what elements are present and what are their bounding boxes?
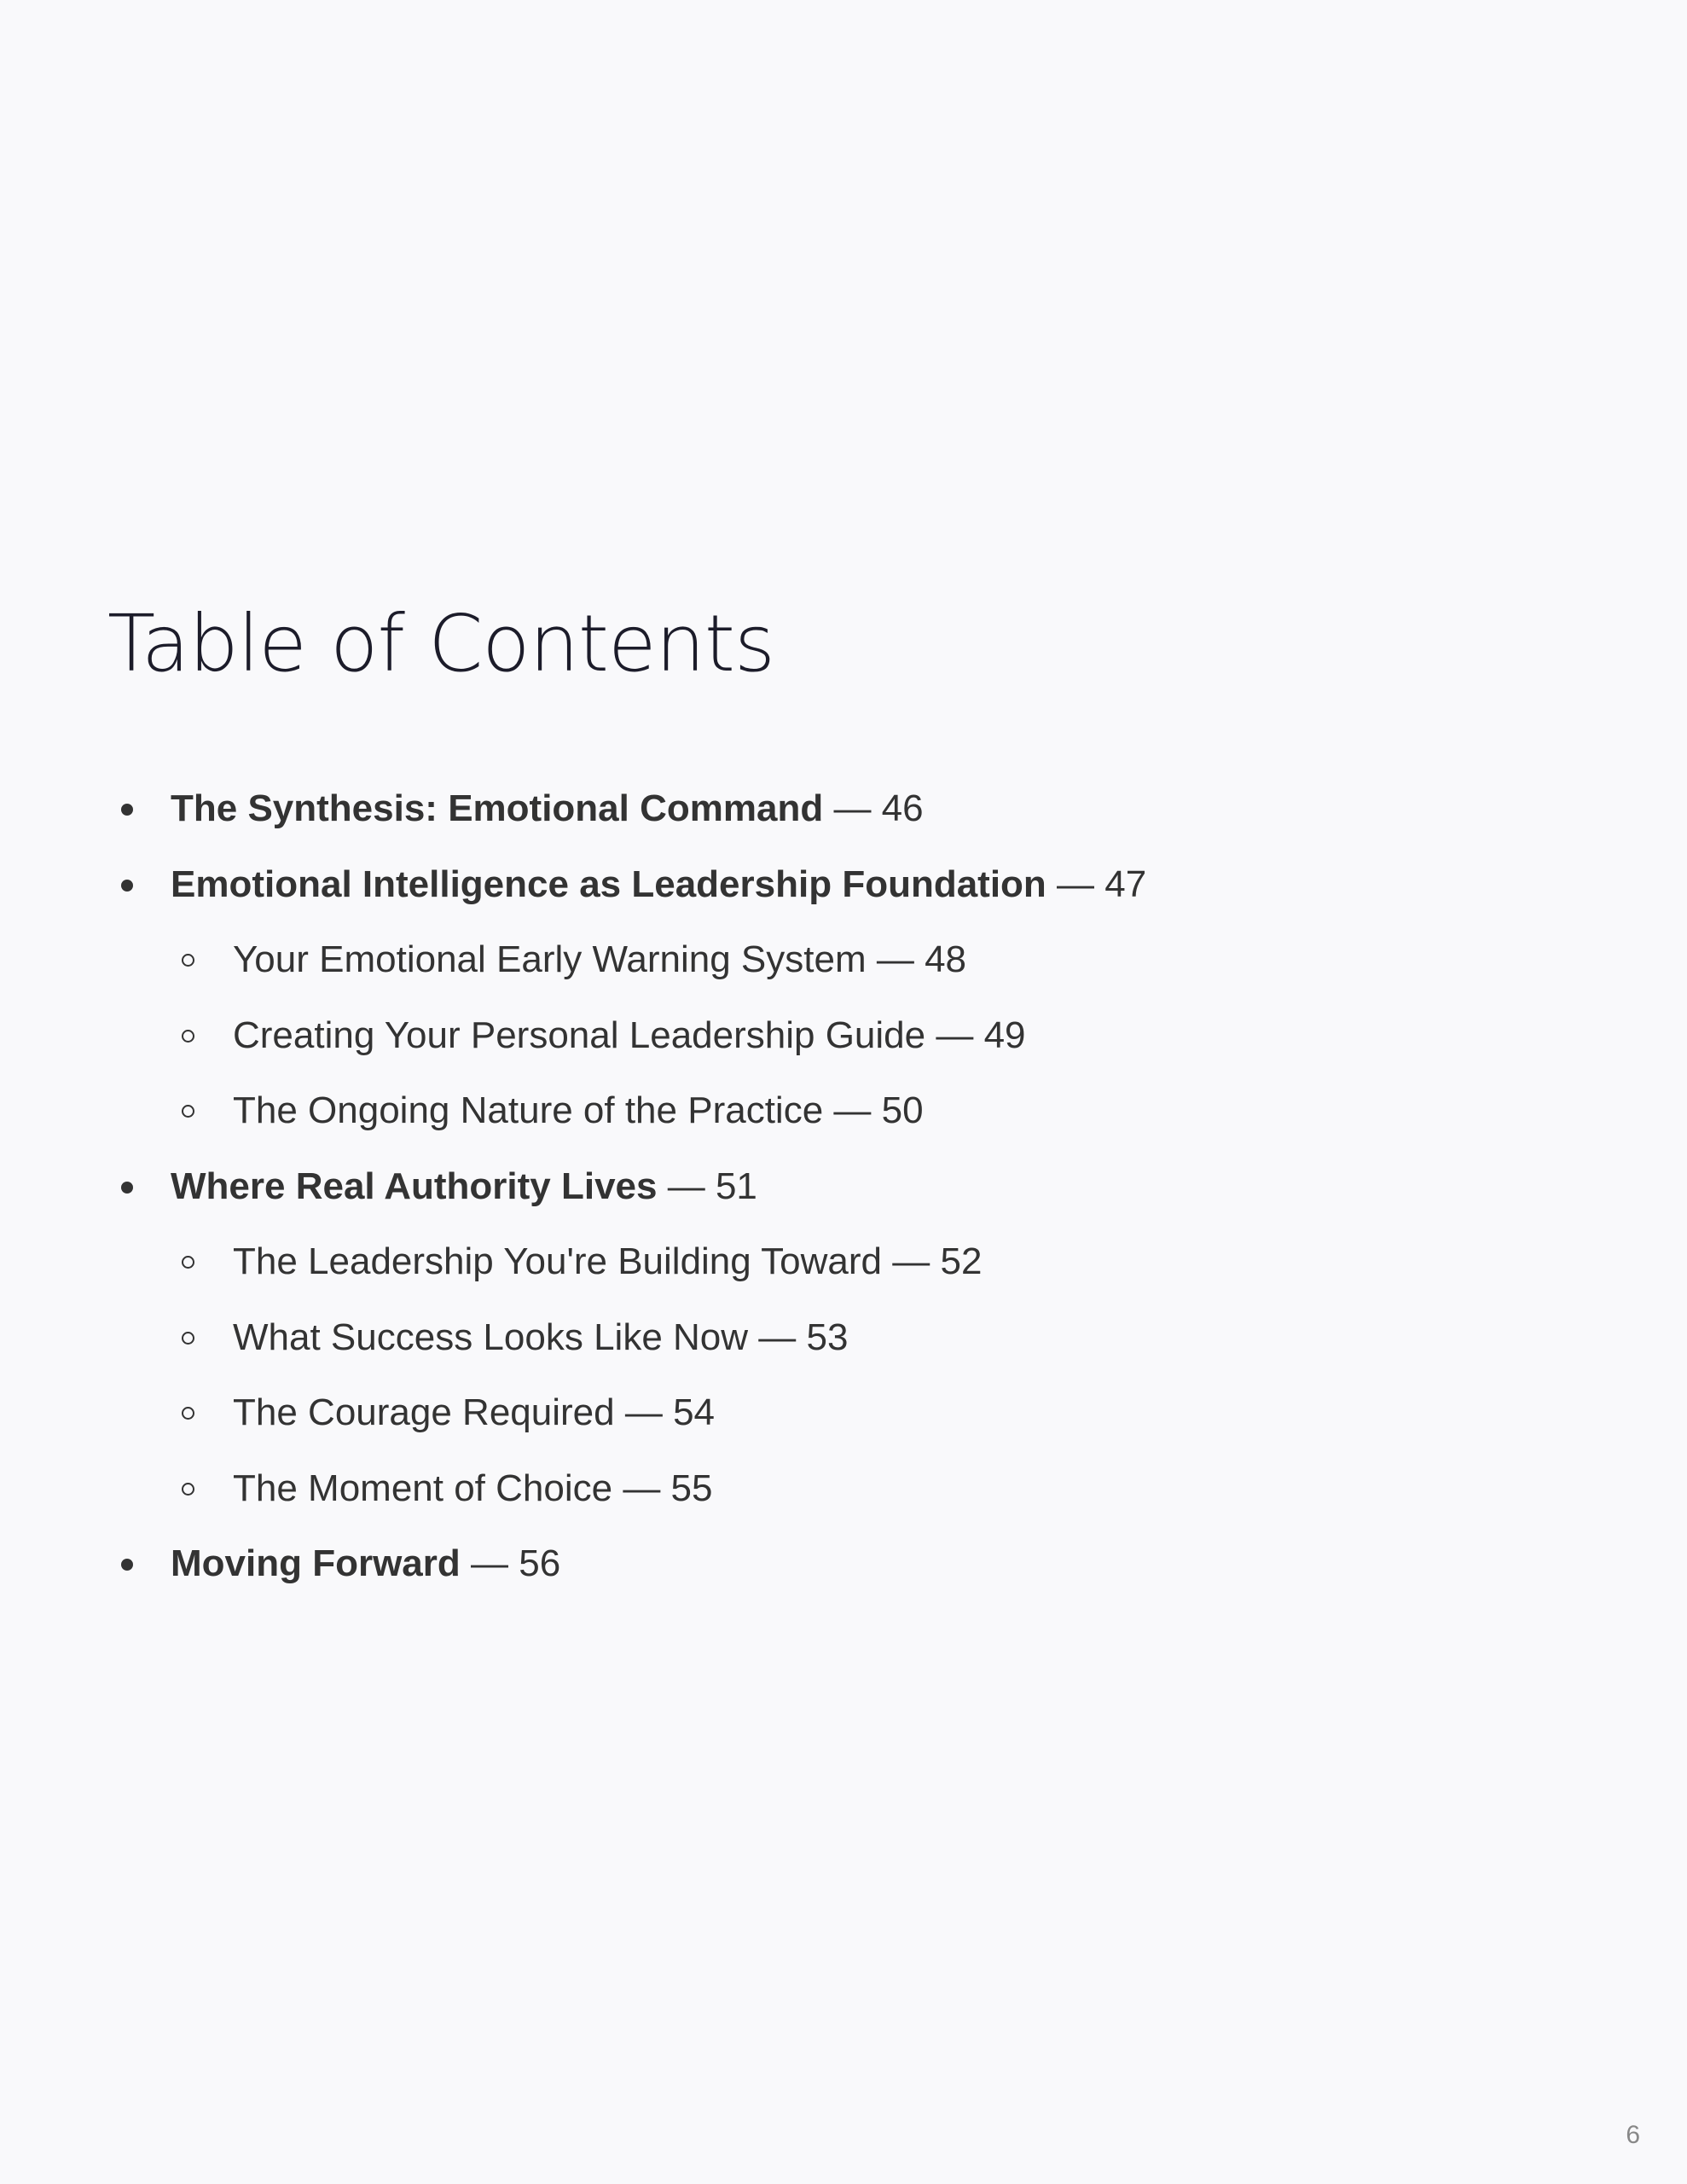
bullet-dot-icon (121, 880, 133, 892)
bullet-circle-icon (182, 1407, 194, 1420)
toc-separator: — (460, 1542, 519, 1584)
toc-entry-title: Your Emotional Early Warning System (233, 938, 867, 980)
table-of-contents (0, 771, 1687, 1602)
toc-entry-title: The Synthesis: Emotional Command (171, 787, 824, 829)
toc-entry-title: Moving Forward (171, 1542, 461, 1584)
bullet-circle-icon (182, 1105, 194, 1118)
toc-entry-title: The Ongoing Nature of the Practice (233, 1089, 824, 1131)
toc-separator: — (614, 1391, 674, 1433)
toc-separator: — (866, 938, 925, 980)
toc-separator: — (748, 1316, 807, 1358)
bullet-dot-icon (121, 1559, 133, 1571)
bullet-circle-icon (182, 954, 194, 967)
toc-entry[interactable] (0, 1149, 1687, 1225)
toc-entry-title: The Leadership You're Building Toward (233, 1240, 883, 1282)
toc-entry-page: 48 (925, 938, 967, 980)
toc-separator: — (823, 1089, 882, 1131)
toc-subentry[interactable] (0, 1451, 1687, 1527)
toc-entry-page: 49 (983, 1014, 1026, 1056)
bullet-dot-icon (121, 804, 133, 816)
toc-separator: — (657, 1165, 716, 1207)
toc-entry-title: What Success Looks Like Now (233, 1316, 749, 1358)
page-title: Table of Contents (107, 598, 774, 689)
bullet-circle-icon (182, 1332, 194, 1345)
toc-subentry[interactable] (0, 1073, 1687, 1149)
toc-entry-page: 52 (940, 1240, 983, 1282)
toc-entry-title: The Courage Required (233, 1391, 615, 1433)
toc-entry-page: 55 (670, 1467, 713, 1509)
toc-subentry[interactable] (0, 1300, 1687, 1376)
toc-entry-title: Emotional Intelligence as Leadership Foundation (171, 863, 1046, 905)
toc-entry-title: Creating Your Personal Leadership Guide (233, 1014, 926, 1056)
toc-separator: — (1046, 863, 1105, 905)
toc-entry-title: Where Real Authority Lives (171, 1165, 658, 1207)
page-number: 6 (1626, 2121, 1640, 2149)
toc-entry[interactable] (0, 847, 1687, 923)
toc-entry-page: 56 (519, 1542, 561, 1584)
toc-subentry[interactable] (0, 922, 1687, 998)
toc-separator: — (882, 1240, 941, 1282)
toc-subentry[interactable] (0, 1375, 1687, 1451)
bullet-circle-icon (182, 1256, 194, 1269)
toc-entry-page: 50 (881, 1089, 924, 1131)
toc-separator: — (925, 1014, 984, 1056)
toc-subentry[interactable] (0, 1224, 1687, 1300)
toc-entry[interactable] (0, 1526, 1687, 1602)
toc-entry-page: 51 (715, 1165, 757, 1207)
toc-entry-title: The Moment of Choice (233, 1467, 613, 1509)
toc-separator: — (612, 1467, 671, 1509)
toc-entry[interactable] (0, 771, 1687, 847)
toc-entry-page: 46 (881, 787, 924, 829)
toc-entry-page: 54 (673, 1391, 716, 1433)
toc-entry-page: 47 (1104, 863, 1147, 905)
toc-separator: — (823, 787, 882, 829)
toc-entry-page: 53 (806, 1316, 849, 1358)
bullet-circle-icon (182, 1483, 194, 1496)
bullet-circle-icon (182, 1030, 194, 1043)
toc-subentry[interactable] (0, 998, 1687, 1074)
bullet-dot-icon (121, 1182, 133, 1194)
